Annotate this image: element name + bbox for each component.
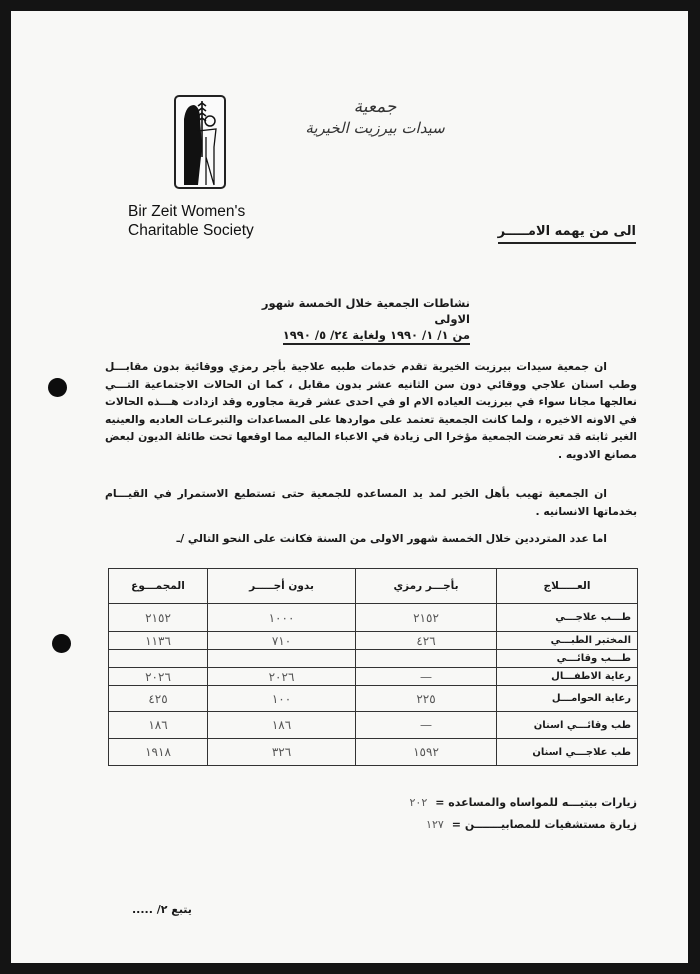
org-name-en-line2: Charitable Society bbox=[128, 222, 254, 239]
visits-value: ١٢٧ bbox=[426, 818, 444, 831]
cell-treatment: طب علاجـــي اسنان bbox=[497, 739, 638, 766]
visits-value: ٢٠٢ bbox=[409, 796, 428, 809]
visits-label: زيارة مستشفيات للمصابيـــــــن = bbox=[451, 818, 637, 831]
paragraph-table-intro bbox=[105, 530, 637, 548]
visits-label: زيارات بيتيـــه للمواساه والمساعده = bbox=[435, 796, 637, 809]
cell-free bbox=[208, 650, 356, 668]
patients-statistics-table bbox=[108, 568, 638, 766]
cell-free: ٢٠٢٦ bbox=[208, 668, 356, 686]
cell-treatment: طـــب وقائـــي bbox=[497, 650, 638, 668]
table-row bbox=[109, 712, 638, 739]
paragraph-text: اما عدد المترددين خلال الخمسة شهور الاولى من السنة فكانت على النحو التالي /ـ bbox=[176, 532, 607, 545]
paragraph-intro bbox=[105, 358, 637, 464]
cell-paid: — bbox=[356, 668, 497, 686]
cell-total: ٢١٥٢ bbox=[109, 604, 208, 632]
cell-total: ١١٣٦ bbox=[109, 632, 208, 650]
cell-treatment: طب وقائـــي اسنان bbox=[497, 712, 638, 739]
header-free: بدون أجـــــر bbox=[208, 569, 356, 604]
visits-hospital-row bbox=[380, 814, 637, 836]
title-line1: نشاطات الجمعية خلال الخمسة شهور الاولى bbox=[261, 296, 470, 326]
cell-treatment: المختبر الطبـــي bbox=[497, 632, 638, 650]
document-title bbox=[240, 295, 470, 345]
table-row bbox=[109, 604, 638, 632]
cell-paid: ٢٢٥ bbox=[356, 686, 497, 712]
cell-paid: ١٥٩٢ bbox=[356, 739, 497, 766]
org-name-ar-line2: سيدات بيرزيت الخيرية bbox=[305, 119, 445, 137]
cell-treatment: رعاية الحوامـــل bbox=[497, 686, 638, 712]
cell-total: ٤٢٥ bbox=[109, 686, 208, 712]
org-name-en-line1: Bir Zeit Women's bbox=[128, 203, 246, 220]
cell-free: ٧١٠ bbox=[208, 632, 356, 650]
table-row bbox=[109, 632, 638, 650]
table-row bbox=[109, 668, 638, 686]
table-row bbox=[109, 650, 638, 668]
header-total: المجمـــوع bbox=[109, 569, 208, 604]
table-row bbox=[109, 686, 638, 712]
punch-hole bbox=[48, 378, 67, 397]
cell-treatment: طـــب علاجـــي bbox=[497, 604, 638, 632]
cell-paid: ٢١٥٢ bbox=[356, 604, 497, 632]
title-line2: من ١/ ١/ ١٩٩٠ ولغاية ٢٤/ ٥/ ١٩٩٠ bbox=[283, 327, 470, 345]
cell-free: ١٠٠٠ bbox=[208, 604, 356, 632]
organization-name-arabic bbox=[300, 96, 450, 138]
org-name-ar-line1: جمعية bbox=[353, 97, 397, 117]
table-header-row bbox=[109, 569, 638, 604]
cell-paid bbox=[356, 650, 497, 668]
punch-hole bbox=[52, 634, 71, 653]
paragraph-text: ان جمعية سيدات بيرزيت الخيرية تقدم خدمات طبيه علاجية بأجر رمزي ووقائية بدون مقابـــل وطب اسنان علاجي ووقائي دون سن الثانيه عشر بدون مقابل ، كما ان الحالات الاجتماعية التـــي نعالجها مجانا سواء في بيرزيت العياده الام او في احدى عشر قرية مجاوره وقد ازدادت هـــذه الحالات في الاونه الاخيره ، ولما كانت الجمعية تعتمد على مواردها على المساعدات والتبرعـات العاديه والعينيه الغير ثابته قد تعرضت الجمعية مؤخرا الى زيادة في الاعباء الماليه مما اوقعها تحت طائلة الديون لبعض مصانع الادويه . bbox=[105, 360, 637, 461]
addressee-heading: الى من يهمه الامـــــر bbox=[498, 224, 636, 244]
visits-home-row bbox=[380, 792, 637, 814]
paragraph-text: ان الجمعية تهيب بأهل الخير لمد يد المساعده للجمعية حتى تستطيع الاستمرار في القيـــام بخدماتها الانسانيه . bbox=[105, 487, 637, 518]
cell-paid: ٤٢٦ bbox=[356, 632, 497, 650]
visits-summary bbox=[380, 792, 637, 836]
cell-total: ٢٠٢٦ bbox=[109, 668, 208, 686]
continued-note: يتبع ٢/ ..... bbox=[132, 903, 192, 916]
header-treatment: العـــــلاج bbox=[497, 569, 638, 604]
header-paid-symbolic: بأجـــر رمزي bbox=[356, 569, 497, 604]
cell-free: ١٨٦ bbox=[208, 712, 356, 739]
woman-with-child-logo-icon bbox=[174, 95, 226, 189]
cell-total bbox=[109, 650, 208, 668]
cell-total: ١٨٦ bbox=[109, 712, 208, 739]
organization-name-english bbox=[128, 202, 254, 240]
paragraph-appeal bbox=[105, 485, 637, 520]
table-row bbox=[109, 739, 638, 766]
cell-paid: — bbox=[356, 712, 497, 739]
cell-free: ٣٢٦ bbox=[208, 739, 356, 766]
cell-treatment: رعاية الاطفـــال bbox=[497, 668, 638, 686]
cell-total: ١٩١٨ bbox=[109, 739, 208, 766]
cell-free: ١٠٠ bbox=[208, 686, 356, 712]
